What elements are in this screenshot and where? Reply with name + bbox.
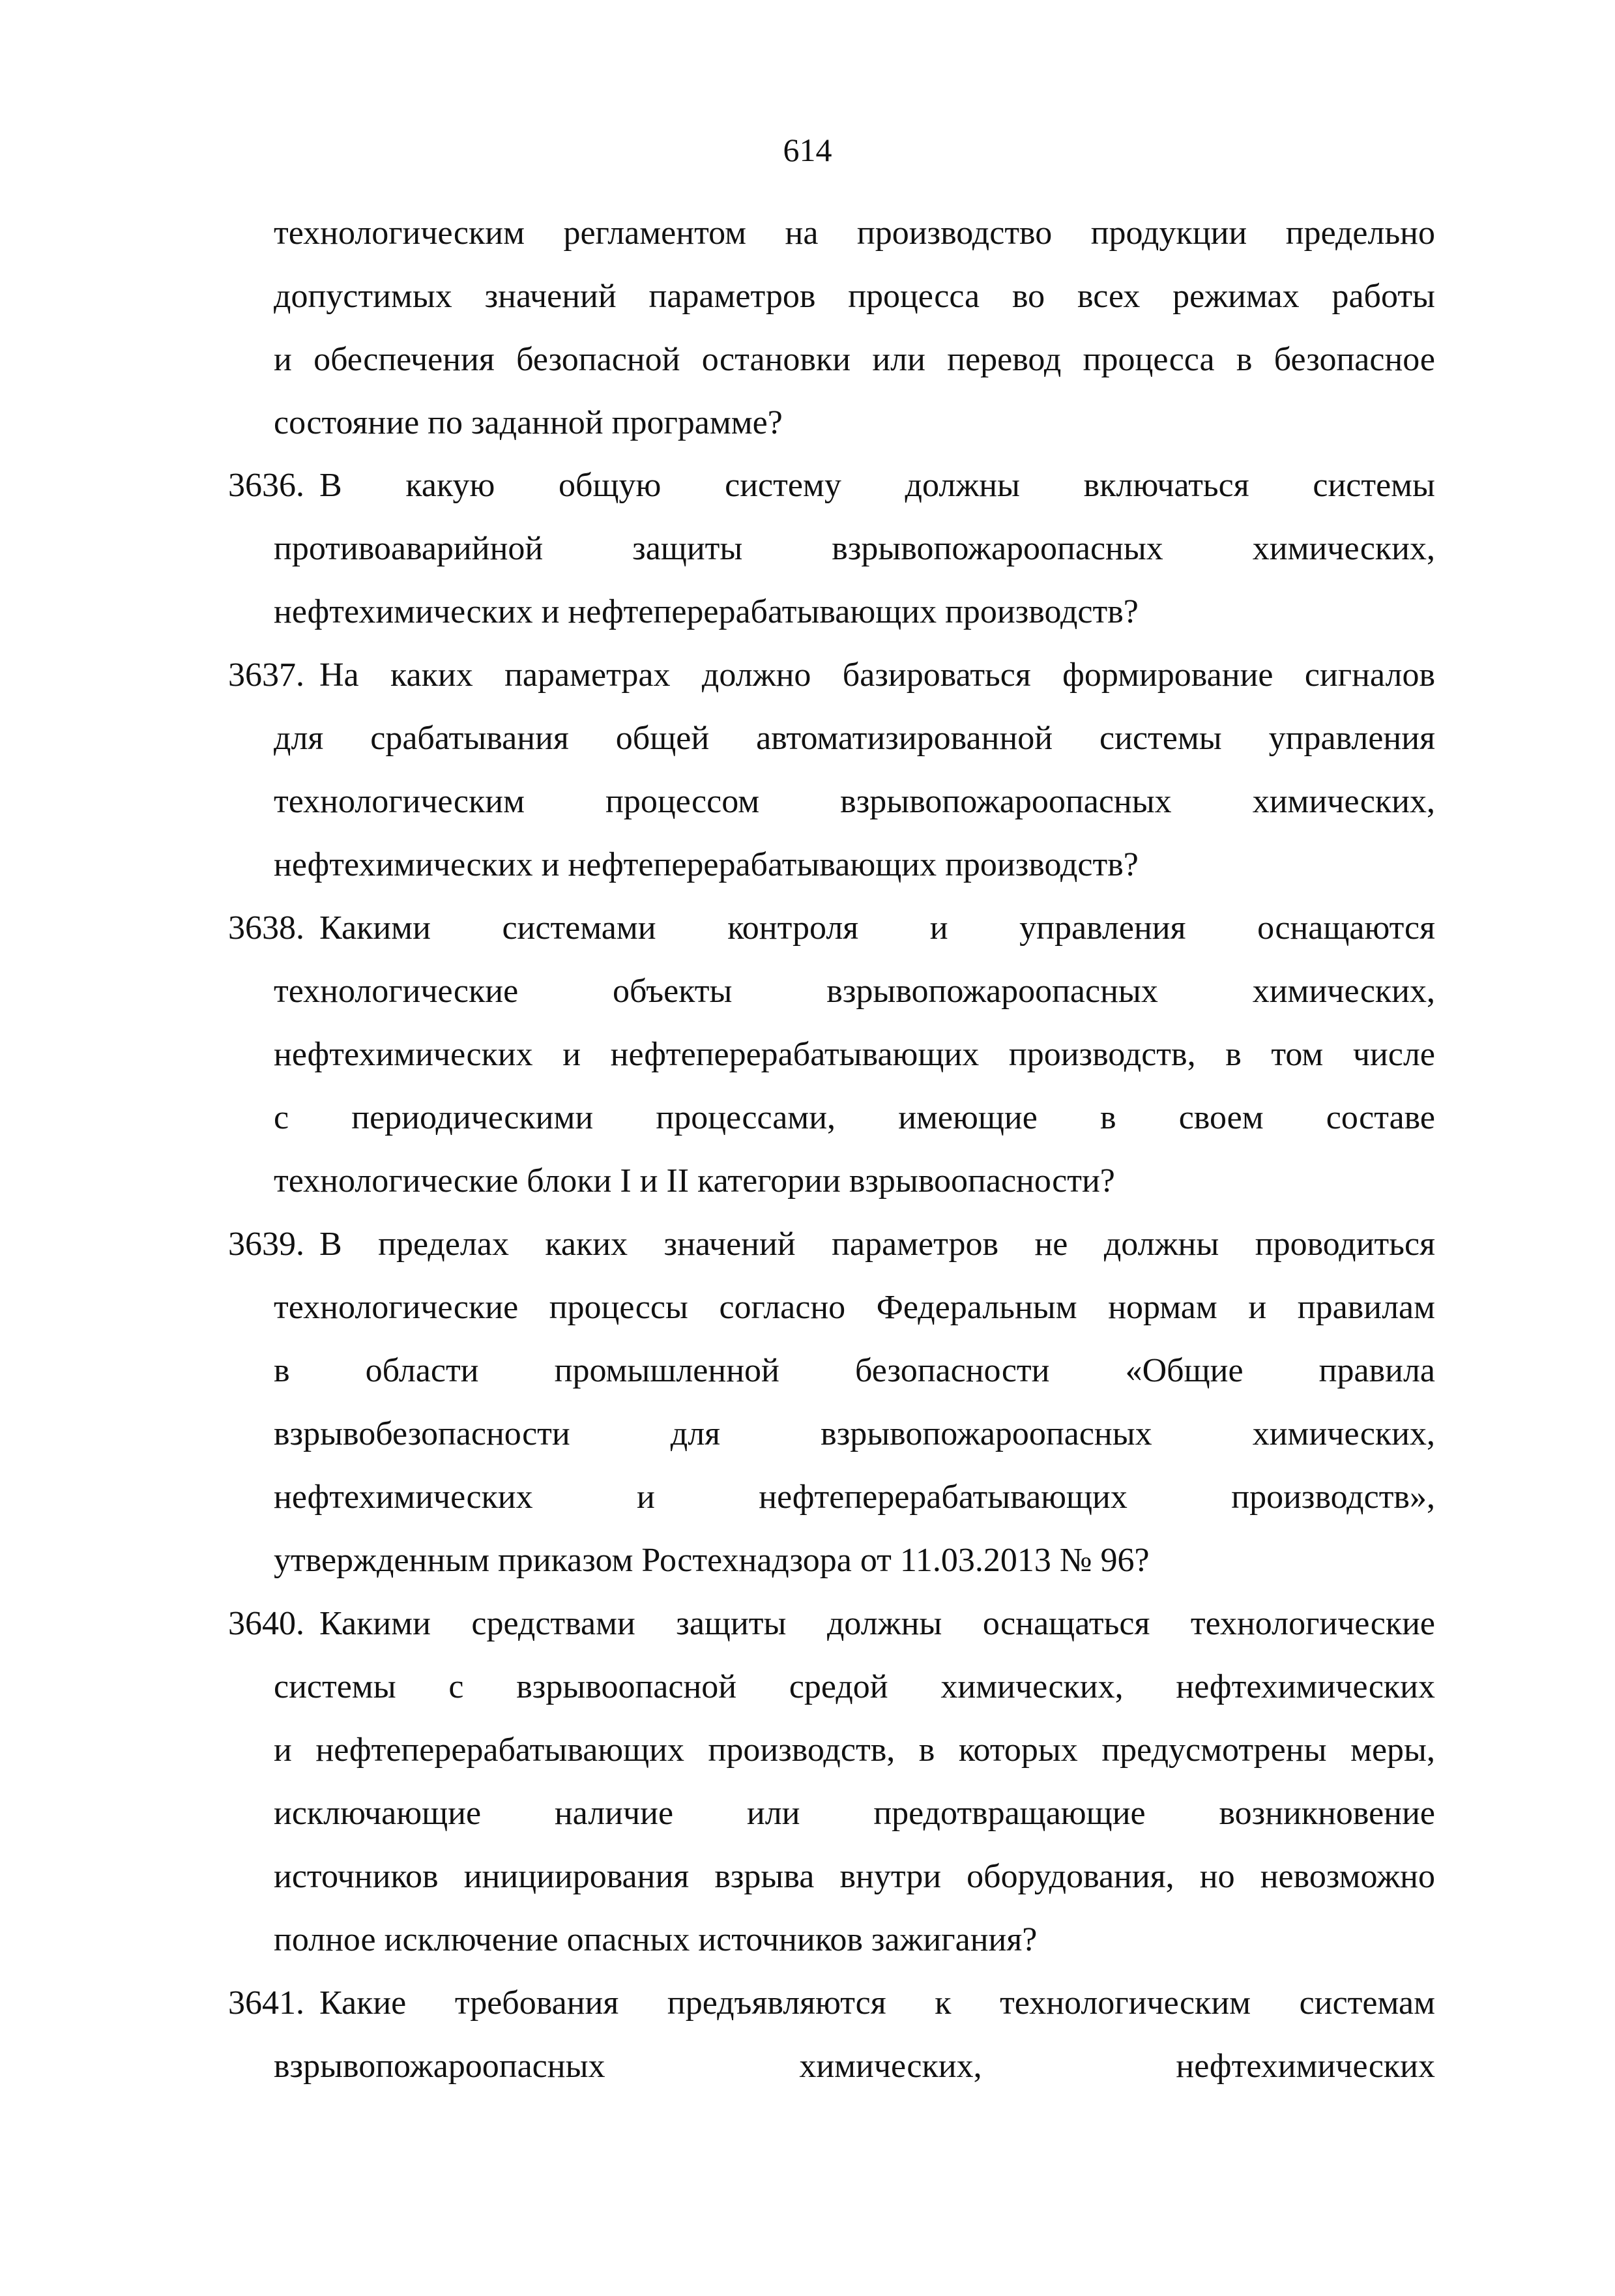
question-number: 3639.: [228, 1226, 304, 1263]
question-number: 3636.: [228, 467, 304, 504]
question-line: взрывопожароопасных химических, нефтехимических: [274, 2048, 1435, 2085]
page-number: 614: [783, 132, 832, 168]
question-line: полное исключение опасных источников зажигания?: [274, 1921, 1038, 1958]
question-number: 3637.: [228, 656, 304, 694]
question-number: 3640.: [228, 1605, 304, 1642]
question-line: На каких параметрах должно базироваться формирование сигналов: [319, 656, 1435, 694]
intro-line: технологическим регламентом на производство продукции предельно: [274, 214, 1435, 252]
question-line: технологические блоки I и II категории взрывоопасности?: [274, 1162, 1115, 1200]
intro-line: и обеспечения безопасной остановки или перевод процесса в безопасное: [274, 341, 1435, 378]
question-line: источников инициирования взрыва внутри оборудования, но невозможно: [274, 1858, 1435, 1895]
question-line: с периодическими процессами, имеющие в своем составе: [274, 1099, 1435, 1136]
question-line: В пределах каких значений параметров не должны проводиться: [319, 1226, 1435, 1263]
question-line: технологическим процессом взрывопожароопасных химических,: [274, 783, 1435, 820]
question-line: технологические объекты взрывопожароопасных химических,: [274, 973, 1435, 1010]
question-line: Какие требования предъявляются к технологическим системам: [319, 1984, 1435, 2022]
intro-line: состояние по заданной программе?: [274, 404, 783, 441]
question-line: для срабатывания общей автоматизированной системы управления: [274, 720, 1435, 757]
question-line: утвержденным приказом Ростехнадзора от 11.03.2013 № 96?: [274, 1542, 1150, 1579]
question-line: Какими средствами защиты должны оснащаться технологические: [319, 1605, 1435, 1642]
question-line: нефтехимических и нефтеперерабатывающих производств, в том числе: [274, 1036, 1435, 1073]
question-line: нефтехимических и нефтеперерабатывающих производств?: [274, 846, 1139, 883]
question-line: нефтехимических и нефтеперерабатывающих производств?: [274, 593, 1139, 630]
intro-line: допустимых значений параметров процесса во всех режимах работы: [274, 278, 1435, 315]
question-line: взрывобезопасности для взрывопожароопасных химических,: [274, 1415, 1435, 1452]
question-line: нефтехимических и нефтеперерабатывающих производств»,: [274, 1479, 1435, 1516]
question-line: Какими системами контроля и управления оснащаются: [319, 909, 1435, 947]
question-line: и нефтеперерабатывающих производств, в которых предусмотрены меры,: [274, 1731, 1435, 1769]
question-line: В какую общую систему должны включаться системы: [319, 467, 1435, 504]
question-line: исключающие наличие или предотвращающие возникновение: [274, 1795, 1435, 1832]
question-number: 3641.: [228, 1984, 304, 2022]
question-number: 3638.: [228, 909, 304, 947]
question-line: противоаварийной защиты взрывопожароопасных химических,: [274, 530, 1435, 567]
question-line: в области промышленной безопасности «Общие правила: [274, 1352, 1435, 1389]
question-line: системы с взрывоопасной средой химических, нефтехимических: [274, 1668, 1435, 1705]
question-line: технологические процессы согласно Федеральным нормам и правилам: [274, 1289, 1435, 1326]
